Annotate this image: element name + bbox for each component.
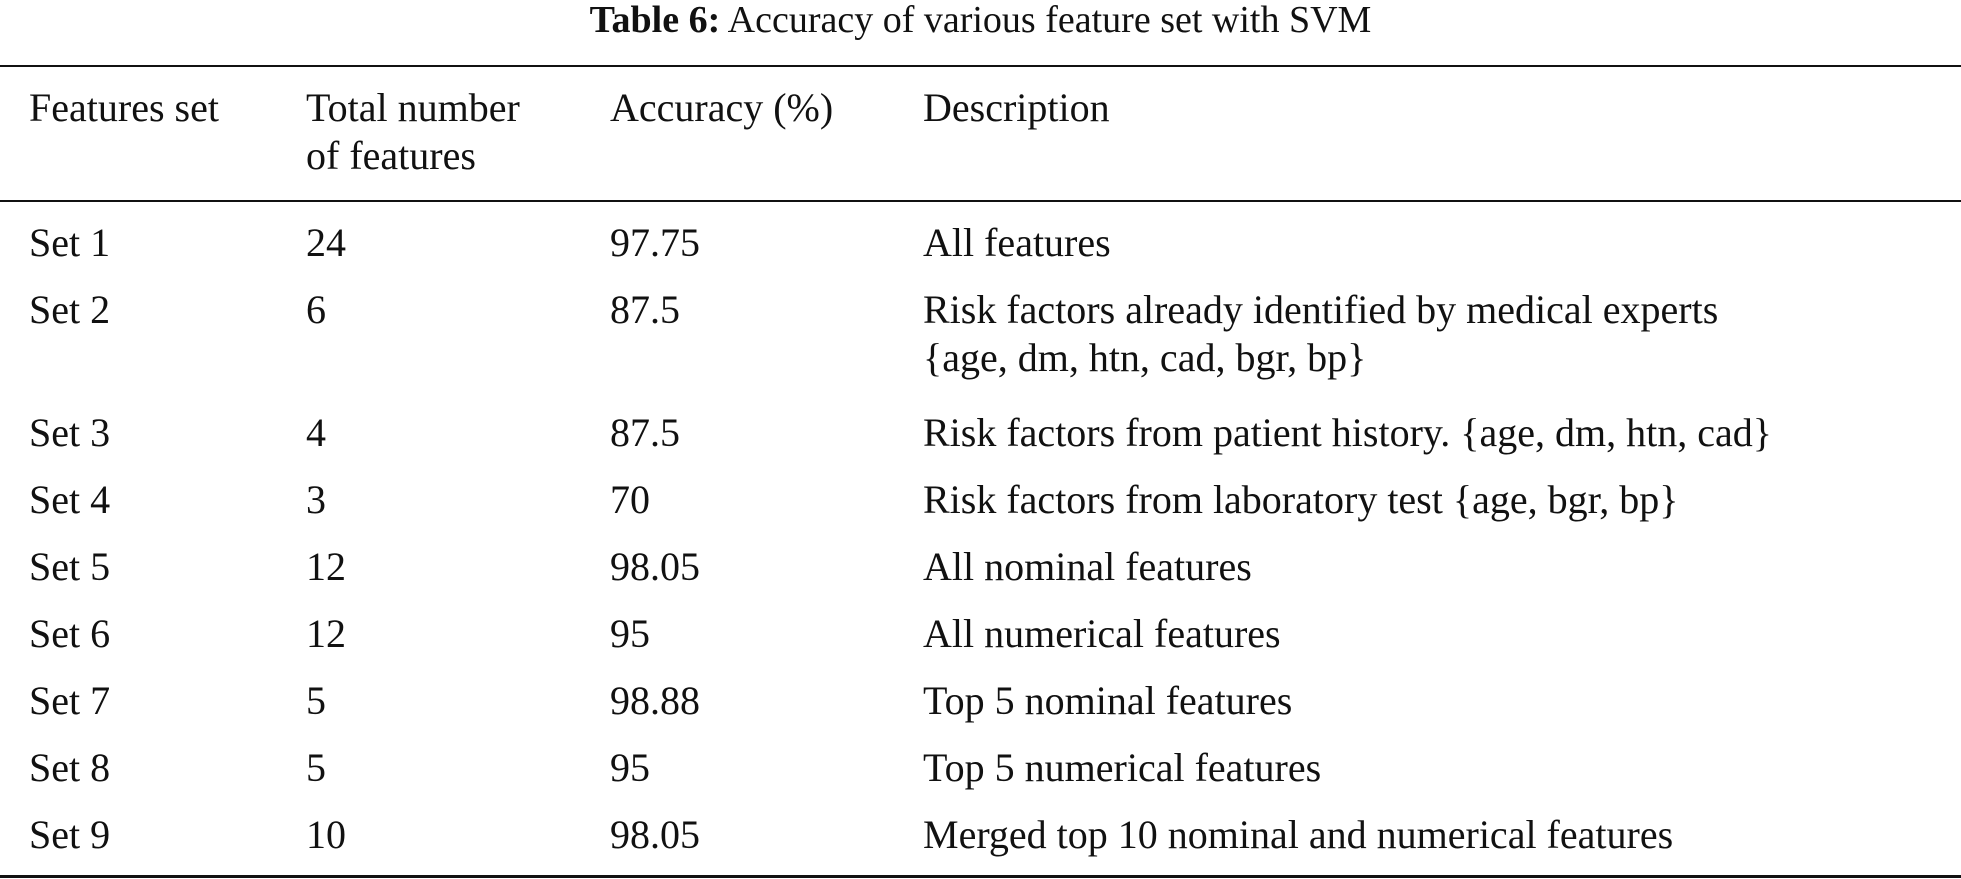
cell-accuracy: 87.5 xyxy=(610,287,680,332)
cell-accuracy: 97.75 xyxy=(610,220,700,265)
header-accuracy: Accuracy (%) xyxy=(610,85,834,130)
cell-description: Risk factors from laboratory test {age, bgr, bp} xyxy=(923,477,1679,522)
header-rule xyxy=(0,200,1961,202)
cell-accuracy: 98.05 xyxy=(610,812,700,857)
header-total-number xyxy=(306,84,520,180)
top-rule xyxy=(0,65,1961,67)
cell-set: Set 5 xyxy=(29,544,111,589)
cell-accuracy: 87.5 xyxy=(610,410,680,455)
cell-total: 6 xyxy=(306,287,326,332)
cell-accuracy: 95 xyxy=(610,611,650,656)
header-description: Description xyxy=(923,85,1110,130)
cell-total: 3 xyxy=(306,477,326,522)
table-caption-text: Accuracy of various feature set with SVM xyxy=(727,0,1372,41)
cell-description: All features xyxy=(923,220,1111,265)
cell-total: 24 xyxy=(306,220,346,265)
cell-set: Set 3 xyxy=(29,410,111,455)
header-features-set: Features set xyxy=(29,85,219,130)
cell-description: Top 5 numerical features xyxy=(923,745,1322,790)
cell-total: 5 xyxy=(306,678,326,723)
cell-accuracy: 70 xyxy=(610,477,650,522)
cell-set: Set 8 xyxy=(29,745,111,790)
cell-total: 12 xyxy=(306,611,346,656)
cell-description: Top 5 nominal features xyxy=(923,678,1293,723)
cell-description: All numerical features xyxy=(923,611,1281,656)
cell-accuracy: 95 xyxy=(610,745,650,790)
cell-accuracy: 98.88 xyxy=(610,678,700,723)
bottom-rule xyxy=(0,875,1961,878)
cell-description xyxy=(923,286,1718,382)
header-total-number-line-1: Total number xyxy=(306,85,520,130)
cell-accuracy: 98.05 xyxy=(610,544,700,589)
table-caption xyxy=(0,0,1961,44)
cell-description: Risk factors from patient history. {age, dm, htn, cad} xyxy=(923,410,1772,455)
cell-total: 10 xyxy=(306,812,346,857)
cell-set: Set 1 xyxy=(29,220,111,265)
header-total-number-line-2: of features xyxy=(306,133,476,178)
cell-total: 5 xyxy=(306,745,326,790)
cell-total: 4 xyxy=(306,410,326,455)
cell-set: Set 7 xyxy=(29,678,111,723)
cell-set: Set 4 xyxy=(29,477,111,522)
cell-set: Set 2 xyxy=(29,287,111,332)
cell-total: 12 xyxy=(306,544,346,589)
cell-description: Merged top 10 nominal and numerical features xyxy=(923,812,1674,857)
cell-description-line-2: {age, dm, htn, cad, bgr, bp} xyxy=(923,335,1367,380)
cell-description-line-1: Risk factors already identified by medical experts xyxy=(923,287,1719,332)
table-caption-label: Table 6: xyxy=(589,0,721,41)
cell-set: Set 9 xyxy=(29,812,111,857)
cell-description: All nominal features xyxy=(923,544,1252,589)
cell-set: Set 6 xyxy=(29,611,111,656)
